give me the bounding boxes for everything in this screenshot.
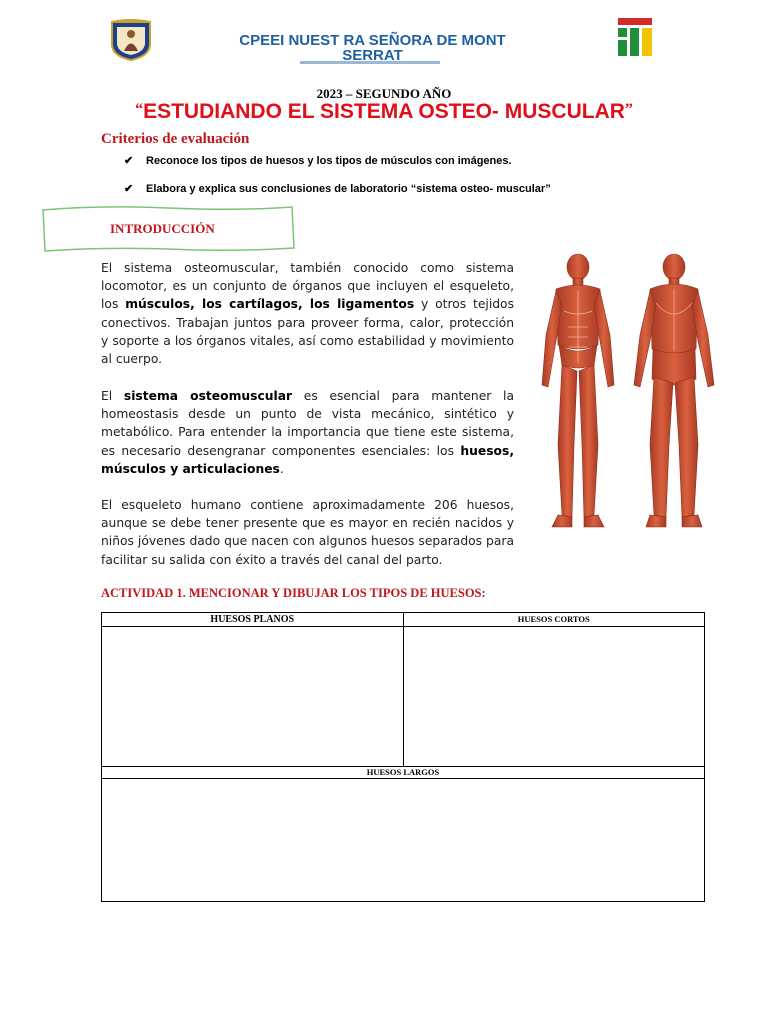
- criteria-item-text: Elabora y explica sus conclusiones de laboratorio “sistema osteo- muscular”: [146, 183, 551, 195]
- checkmark-icon: ✔: [124, 183, 134, 195]
- drawing-area-flat-bones[interactable]: [102, 627, 404, 767]
- text-run: .: [279, 461, 284, 476]
- drawing-area-long-bones[interactable]: [102, 779, 705, 902]
- table-header-long-bones: HUESOS LARGOS: [102, 767, 705, 779]
- school-name-line2: SERRAT: [342, 47, 403, 64]
- text-run: El: [101, 389, 124, 403]
- text-bold: huesos, músculos y articulaciones: [101, 443, 514, 476]
- table-header-flat-bones: HUESOS PLANOS: [102, 613, 404, 627]
- criteria-item: [124, 182, 551, 195]
- drawing-area-short-bones[interactable]: [403, 627, 705, 767]
- criteria-item-text: Reconoce los tipos de huesos y los tipos de músculos con imágenes.: [146, 155, 512, 167]
- checkmark-icon: ✔: [124, 155, 134, 167]
- text-bold: músculos, los cartílagos, los ligamentos: [125, 297, 415, 312]
- school-crest-icon: [108, 18, 154, 62]
- intro-heading: INTRODUCCIÓN: [110, 221, 215, 236]
- page-title: [0, 100, 768, 124]
- school-subtitle-decoration: [300, 61, 440, 67]
- intro-paragraph-2: [101, 387, 514, 478]
- activity-heading: ACTIVIDAD 1. MENCIONAR Y DIBUJAR LOS TIPOS DE HUESOS:: [101, 586, 486, 600]
- institution-logo-icon: [614, 16, 656, 58]
- school-name: [200, 33, 545, 63]
- title-open-quote: “: [135, 101, 144, 118]
- text-run: y otros tejidos conectivos. Trabajan juntos para proveer forma, calor, protección y soporte a los órganos vitales, así como estabilidad y movimiento al cuerpo.: [101, 297, 514, 367]
- criteria-item: [124, 154, 512, 167]
- intro-paragraph-1: [101, 259, 514, 368]
- text-bold: sistema osteomuscular: [123, 389, 293, 403]
- year-grade: 2023 – SEGUNDO AÑO: [316, 86, 452, 101]
- criteria-heading: Criterios de evaluación: [101, 131, 250, 147]
- school-name-line1: CPEEI NUEST RA SEÑORA DE MONT: [239, 32, 506, 49]
- text-run: es esencial para mantener la homeostasis desde un punto de vista mecánico, sintético y metabólico. Para entender la importancia que tiene este sistema, es necesario desengranar componentes esenciales: los: [101, 389, 514, 458]
- muscular-system-illustration: [528, 245, 728, 545]
- title-text: ESTUDIANDO EL SISTEMA OSTEO- MUSCULAR: [143, 100, 625, 123]
- table-header-short-bones: HUESOS CORTOS: [403, 613, 705, 627]
- text-run: El sistema osteomuscular, también conocido como sistema locomotor, es un conjunto de órganos que incluyen el esqueleto, los: [101, 261, 514, 312]
- bones-table: [101, 612, 705, 902]
- intro-paragraph-3: El esqueleto humano contiene aproximadamente 206 huesos, aunque se debe tener presente que es mayor en recién nacidos y niños jóvenes dado que nacen con algunos huesos separados para facilitar su salida con éxito a través del canal del parto.: [101, 498, 514, 567]
- title-close-quote: ”: [624, 101, 633, 118]
